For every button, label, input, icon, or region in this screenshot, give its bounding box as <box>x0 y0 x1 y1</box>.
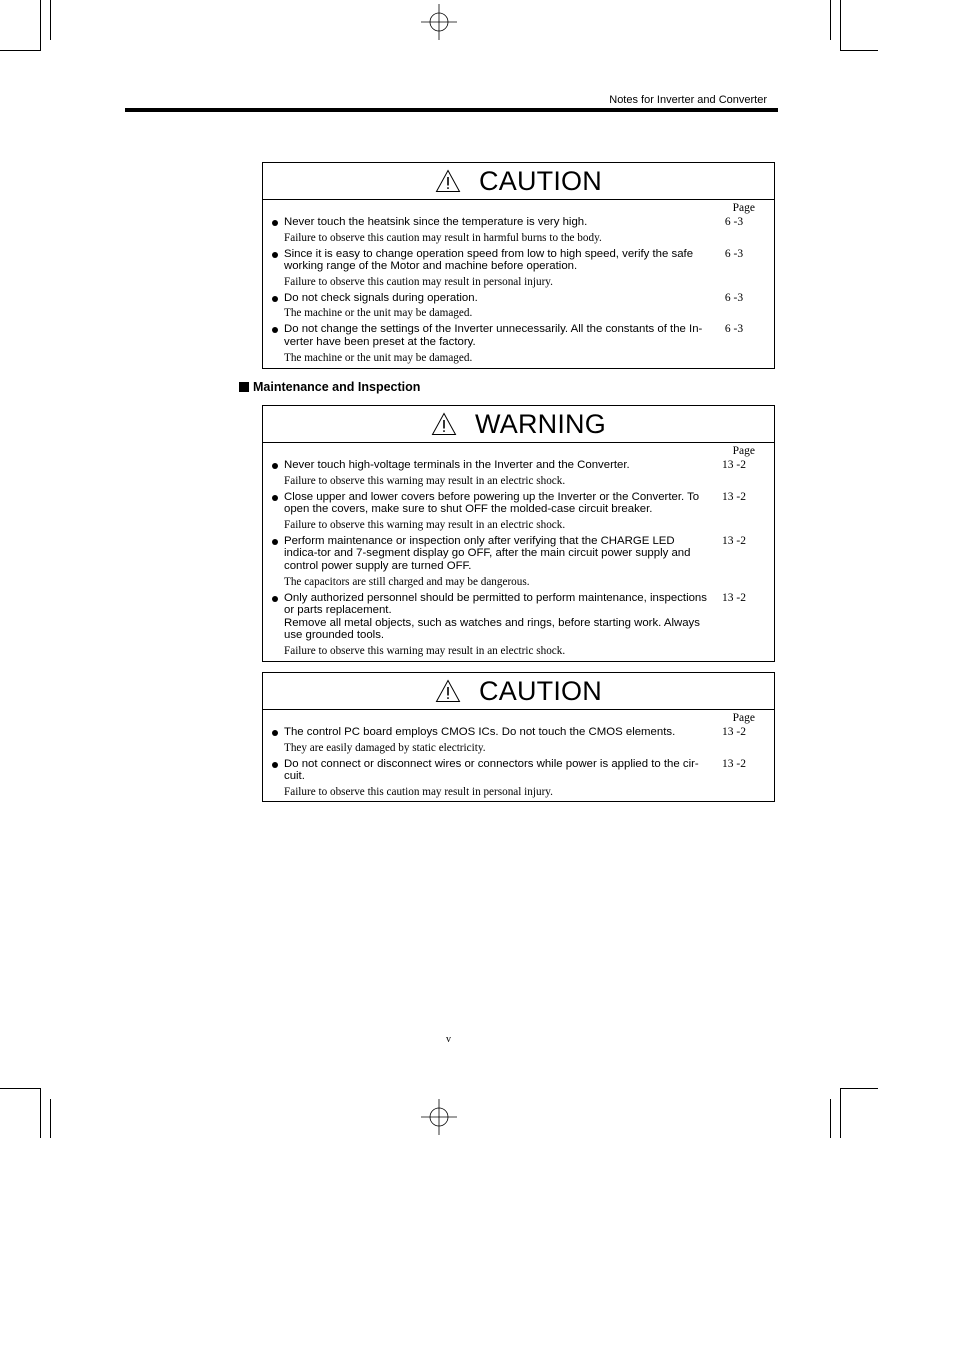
item-text: Never touch the heatsink since the temperature is very high. <box>284 216 588 228</box>
section-heading-text: Maintenance and Inspection <box>253 380 421 394</box>
caution-box-header <box>263 163 774 200</box>
warning-box-header <box>263 406 774 443</box>
page-column-label: Page <box>732 712 755 724</box>
header-rule <box>125 108 778 112</box>
crop-mark-icon <box>830 0 831 40</box>
crop-mark-icon <box>40 0 41 51</box>
caution-box-header <box>263 673 774 710</box>
item-note: They are easily damaged by static electricity. <box>284 741 486 754</box>
bullet-icon <box>272 539 278 545</box>
item-page-ref: 13 -2 <box>722 459 746 471</box>
list-item <box>263 491 774 532</box>
item-text: Perform maintenance or inspection only after verifying that the CHARGE LED indica-tor and 7-segment display go OFF, after the main circuit power supply and control power supply are turned OFF. <box>284 534 691 572</box>
item-text: Close upper and lower covers before powering up the Inverter or the Converter. To open the covers, make sure to shut OFF the molded-case circuit breaker. <box>284 490 700 516</box>
crop-mark-icon <box>40 1088 41 1138</box>
running-header: Notes for Inverter and Converter <box>609 94 767 106</box>
list-item <box>263 758 774 799</box>
warning-title: WARNING <box>475 408 606 439</box>
caution-title: CAUTION <box>479 165 602 196</box>
item-note: Failure to observe this warning may result in an electric shock. <box>284 474 566 487</box>
bullet-icon <box>272 762 278 768</box>
crop-mark-icon <box>0 1088 41 1089</box>
caution-box-2 <box>262 672 775 802</box>
item-text: Since it is easy to change operation speed from low to high speed, verify the safe working range of the Motor and machine before operation. <box>284 247 694 273</box>
crop-mark-icon <box>50 0 51 40</box>
page-column-label: Page <box>732 202 755 214</box>
item-text: Do not connect or disconnect wires or connectors while power is applied to the cir-cuit. <box>284 757 699 783</box>
item-note: The machine or the unit may be damaged. <box>284 307 473 320</box>
item-page-ref: 6 -3 <box>724 247 744 260</box>
item-page-ref: 6 -3 <box>724 291 744 304</box>
item-text-continued: Remove all metal objects, such as watches and rings, before starting work. Always use grounded tools. <box>284 616 700 642</box>
bullet-icon <box>272 730 278 736</box>
item-text: The control PC board employs CMOS ICs. Do not touch the CMOS elements. <box>284 726 676 738</box>
bullet-icon <box>272 596 278 602</box>
crop-mark-icon <box>830 1099 831 1138</box>
warning-triangle-icon <box>435 169 461 193</box>
crop-mark-icon <box>840 1088 878 1089</box>
section-heading <box>239 380 420 394</box>
list-item <box>263 535 774 589</box>
page-number: v <box>446 1034 451 1045</box>
registration-target-icon <box>421 1099 457 1135</box>
bullet-icon <box>272 220 278 226</box>
warning-triangle-icon <box>435 679 461 703</box>
crop-mark-icon <box>50 1099 51 1138</box>
bullet-icon <box>272 296 278 302</box>
item-page-ref: 13 -2 <box>722 490 746 503</box>
item-note: Failure to observe this warning may result in an electric shock. <box>284 644 566 657</box>
page-column-label: Page <box>732 445 755 457</box>
list-item <box>263 248 774 289</box>
list-item <box>263 726 774 755</box>
item-text: Do not change the settings of the Inverter unnecessarily. All the constants of the In-verter have been preset at the factory. <box>284 323 703 348</box>
item-note: Failure to observe this caution may result in harmful burns to the body. <box>284 231 602 244</box>
list-item <box>263 292 774 321</box>
item-note: The machine or the unit may be damaged. <box>284 351 473 364</box>
item-page-ref: 13 -2 <box>722 591 746 604</box>
crop-mark-icon <box>0 50 41 51</box>
bullet-icon <box>272 495 278 501</box>
item-page-ref: 13 -2 <box>722 757 746 770</box>
crop-mark-icon <box>840 1088 841 1138</box>
bullet-icon <box>272 327 278 333</box>
bullet-icon <box>272 252 278 258</box>
item-note: Failure to observe this caution may result in personal injury. <box>284 275 553 288</box>
item-page-ref: 6 -3 <box>724 216 744 228</box>
crop-mark-icon <box>840 0 841 51</box>
crop-mark-icon <box>840 50 878 51</box>
item-note: Failure to observe this caution may result in personal injury. <box>284 785 553 798</box>
list-item <box>263 323 774 364</box>
item-page-ref: 13 -2 <box>722 534 746 547</box>
warning-triangle-icon <box>431 412 457 436</box>
registration-target-icon <box>421 4 457 40</box>
item-page-ref: 6 -3 <box>724 323 744 336</box>
item-text: Never touch high-voltage terminals in the Inverter and the Converter. <box>284 459 630 471</box>
list-item <box>263 459 774 488</box>
warning-box <box>262 405 775 662</box>
item-note: The capacitors are still charged and may be dangerous. <box>284 575 530 588</box>
item-text: Do not check signals during operation. <box>284 291 478 304</box>
caution-box-1 <box>262 162 775 369</box>
square-bullet-icon <box>239 382 249 392</box>
list-item <box>263 592 774 658</box>
bullet-icon <box>272 463 278 469</box>
list-item <box>263 216 774 245</box>
caution-title: CAUTION <box>479 675 602 706</box>
item-page-ref: 13 -2 <box>722 726 746 738</box>
item-text: Only authorized personnel should be permitted to perform maintenance, inspections or parts replacement. <box>284 591 707 617</box>
item-note: Failure to observe this warning may result in an electric shock. <box>284 518 566 531</box>
